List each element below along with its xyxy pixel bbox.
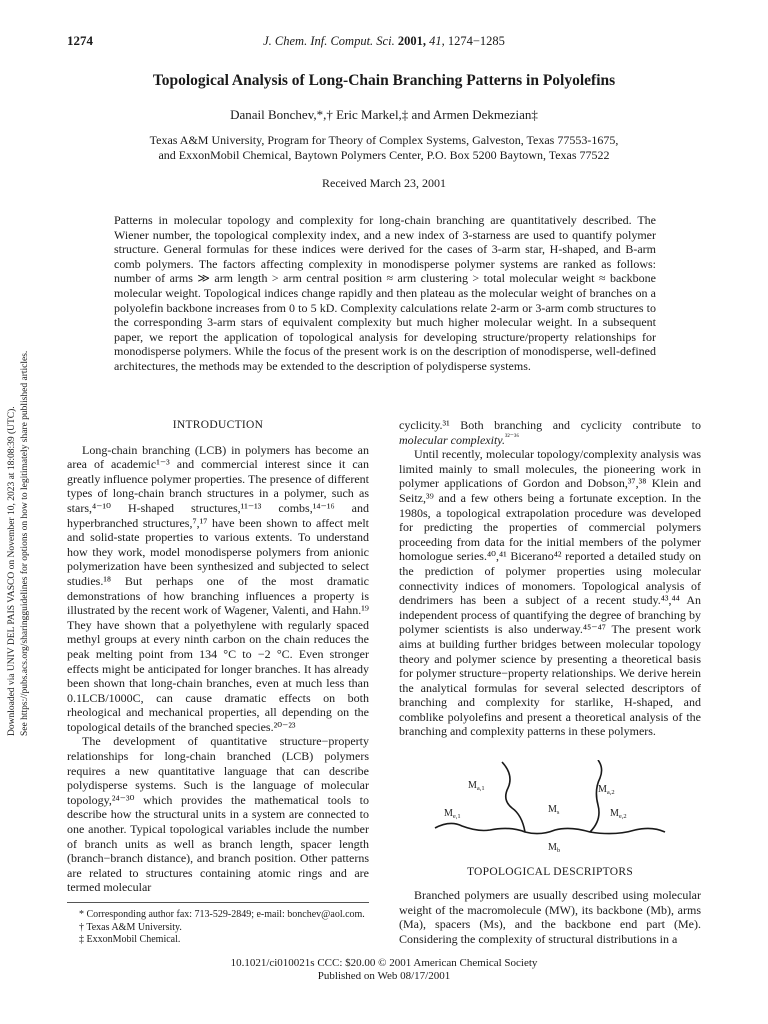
label-me2: $M_{e,2}$: [610, 808, 627, 820]
label-mb: $M_b$: [548, 842, 561, 854]
received-date: Received March 23, 2001: [322, 176, 446, 190]
cyclicity-paragraph: [399, 418, 701, 447]
doi-line: 10.1021/ci010021s CCC: $20.00 © 2001 American Chemical Society: [230, 957, 538, 969]
affiliation-line-2: and ExxonMobil Chemical, Baytown Polymers Center, P.O. Box 5200 Baytown, Texas 77522: [158, 148, 610, 162]
introduction-heading: INTRODUCTION: [172, 419, 264, 431]
label-ms: $M_s$: [548, 804, 560, 816]
sidebar-sharing-line: See https://pubs.acs.org/sharingguidelines for options on how to legitimately share published articles.: [20, 350, 30, 736]
journal-header: [0, 34, 768, 49]
column-right-lower: [399, 888, 701, 946]
journal-volume: 41,: [429, 34, 445, 48]
column-right: [399, 418, 701, 739]
label-me1: $M_{e,1}$: [444, 808, 461, 820]
arm-chain-2: [590, 760, 602, 832]
affiliations: [60, 133, 708, 163]
arm-chain-1: [502, 762, 525, 832]
intro-paragraph-1: Long-chain branching (LCB) in polymers has become an area of academic¹⁻³ and commercial interest since it can greatly influence polymer properties. The presence of different types of long-chain branch structures in a polymer, such as stars,⁴⁻¹⁰ H-shaped structures,¹¹⁻¹³ combs,¹⁴⁻¹⁶ and hyperbranched structures,⁷,¹⁷ have been shown to affect melt and solid-state properties to various extents. To understand how they work, model monodisperse polymers from anionic polymerization have been synthesized and subjected to select studies.¹⁸ But perhaps one of the most dramatic demonstrations of how branching influences a property is illustrated by the recent work of Wagener, Valenti, and Hahn.¹⁹ They have shown that a polyethylene with regularly spaced methyl groups at every ninth carbon on the chain reduces the peak melting point from 134 °C to −2 °C. Even stronger effects might be anticipated for longer branches. It has already been shown that long-chain branches, even at much less than 0.1LCB/1000C, can cause dramatic effects on both rheological and mechanical properties, all depending on the topological details of the branched species.²⁰⁻²³: [67, 442, 369, 734]
label-ma2: $M_{a,2}$: [598, 784, 615, 796]
intro-paragraph-3: Until recently, molecular topology/complexity analysis was limited mainly to small molecules, the pioneering work in polymer applications of Gordon and Dobson,³⁷,³⁸ Klein and Seitz,³⁹ and a few others being a fortunate exception. In the 1980s, a topological extrapolation procedure was developed for predicting the properties of commercial polymers proceeding from data for the initial members of the polymer homologue series.⁴⁰,⁴¹ Bicerano⁴² reported a detailed study on the prediction of polymer properties using molecular connectivity indices of monomers. Topological analysis of dendrimers has been a subject of a recent study.⁴³,⁴⁴ An independent process of quantifying the degree of branching by polymer scientists is also underway.⁴⁵⁻⁴⁷ The present work aims at building further bridges between molecular topology theory and polymer science by presenting a theoretical basis for polymer structure−property relationships. We derive herein the analytical formulas for several selected descriptors of branching and complexity for starlike, H-shaped, and comblike polyolefins and present a theoretical analysis of the branching and complexity patterns in these polymers.: [399, 447, 701, 739]
abstract: Patterns in molecular topology and complexity for long-chain branching are quantitatively described. The Wiener number, the topological complexity index, and a new index of 3-starness are used to quantify polymer structure. General formulas for these indices were derived for the cases of 3-arm star, H-shaped, and B-arm comb polymers. The factors affecting complexity in monodisperse polymer systems are ranked as follows: number of arms ≫ arm length > arm central position ≈ arm clustering > total molecular weight ≈ backbone molecular weight. Topological indices change rapidly and then plateau as the molecular weight of branches on a polyolefin backbone increases from 0 to 5 kD. Complexity calculations relate 2-arm or 3-arm comb structures to the corresponding 3-arm stars of equivalent complexity but much higher molecular weight. In a subsequent paper, we report the application of topological analysis for developing structure/property relationships for monodisperse polymers. While the focus of the present work is on the description of monodisperse, well-defined architectures, the methods may be extended to the description of polydisperse systems.: [114, 213, 656, 373]
cyclicity-text: cyclicity.³¹ Both branching and cyclicity contribute to: [399, 418, 701, 432]
topological-descriptors-heading: TOPOLOGICAL DESCRIPTORS: [466, 866, 634, 878]
download-sidebar: [6, 296, 32, 736]
journal-pages: 1274−1285: [447, 34, 505, 48]
footnote-texas: † Texas A&M University.: [79, 921, 182, 933]
article-title: Topological Analysis of Long-Chain Branching Patterns in Polyolefins: [152, 72, 616, 89]
branched-polymer-diagram: [430, 760, 670, 858]
journal-year: 2001,: [397, 34, 426, 48]
column-left: [67, 418, 369, 895]
sidebar-download-line: Downloaded via UNIV DEL PAIS VASCO on November 10, 2023 at 18:08:39 (UTC).: [7, 406, 17, 736]
footnote-corresponding: * Corresponding author fax: 713-529-2849; e-mail: bonchev@aol.com.: [79, 909, 365, 920]
descriptors-paragraph: Branched polymers are usually described using molecular weight of the macromolecule (MW), its backbone (Mb), arms (Ma), spacers (Ms), and the backbone end part (Me). Considering the complexity of structural distributions in a: [399, 888, 701, 946]
label-ma1: $M_{a,1}$: [468, 780, 485, 792]
page-footer: [0, 957, 768, 983]
complexity-refs: ³²⁻³⁶: [504, 431, 520, 441]
page-number: 1274: [67, 33, 93, 48]
author-list: Danail Bonchev,*,† Eric Markel,‡ and Armen Dekmezian‡: [230, 107, 538, 122]
intro-paragraph-2: The development of quantitative structure−property relationships for long-chain branched (LCB) polymers requires a new quantitative language that can describe polydisperse systems. Such is the language of molecular topology,²⁴⁻³⁰ which provides the mathematical tools to describe how the structural units in a system are connected to one another. Typical topological variables include the number of branch units as well as branch length, spacer length (branch−branch distance), and branch position. Other patterns are related to structures containing atomic rings and are termed molecular: [67, 734, 369, 895]
journal-name: J. Chem. Inf. Comput. Sci.: [263, 34, 395, 48]
affiliation-line-1: Texas A&M University, Program for Theory of Complex Systems, Galveston, Texas 77553-1675,: [149, 133, 619, 147]
molecular-complexity-term: molecular complexity.: [399, 432, 505, 447]
published-line: Published on Web 08/17/2001: [317, 970, 451, 982]
backbone-chain: [435, 823, 665, 833]
footnotes: [67, 902, 369, 947]
footnote-exxon: ‡ ExxonMobil Chemical.: [79, 934, 181, 945]
